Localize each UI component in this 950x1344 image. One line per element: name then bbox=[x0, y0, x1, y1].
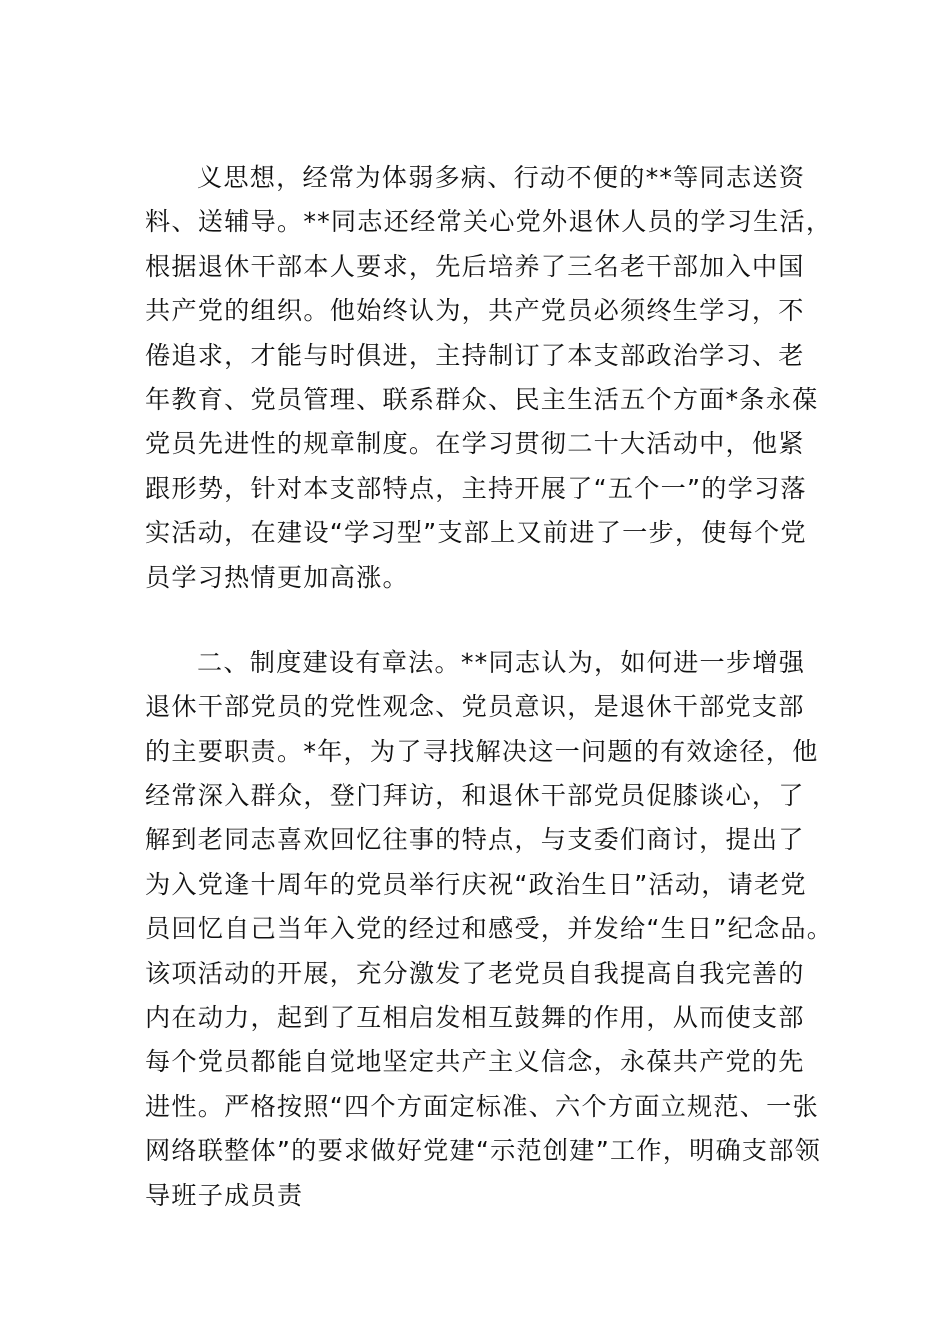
text-line: 该项活动的开展，充分激发了老党员自我提高自我完善的 bbox=[145, 958, 805, 988]
text-line: 年教育、党员管理、联系群众、民主生活五个方面*条永葆 bbox=[145, 384, 819, 414]
text-line: 实活动，在建设“学习型”支部上又前进了一步，使每个党 bbox=[145, 518, 807, 548]
text-line: 倦追求，才能与时俱进，主持制订了本支部政治学习、老 bbox=[145, 340, 805, 370]
text-line: 每个党员都能自觉地坚定共产主义信念，永葆共产党的先 bbox=[145, 1047, 805, 1077]
text-line: 义思想，经常为体弱多病、行动不便的**等同志送资 bbox=[197, 163, 806, 192]
text-line: 经常深入群众，登门拜访，和退休干部党员促膝谈心，了 bbox=[145, 781, 805, 811]
text-line: 内在动力，起到了互相启发相互鼓舞的作用，从而使支部 bbox=[145, 1003, 805, 1033]
text-line: 员回忆自己当年入党的经过和感受，并发给“生日”纪念品。 bbox=[145, 914, 834, 944]
text-line: 员学习热情更加高涨。 bbox=[145, 562, 409, 592]
paragraph-study bbox=[145, 156, 833, 600]
text-line: 跟形势，针对本支部特点，主持开展了“五个一”的学习落 bbox=[145, 473, 807, 503]
text-line: 的主要职责。*年，为了寻找解决这一问题的有效途径，他 bbox=[145, 736, 819, 766]
text-line: 网络联整体”的要求做好党建“示范创建”工作，明确支部领 bbox=[145, 1136, 822, 1166]
text-line: 料、送辅导。**同志还经常关心党外退休人员的学习生活， bbox=[145, 207, 833, 237]
text-line: 退休干部党员的党性观念、党员意识，是退休干部党支部 bbox=[145, 692, 805, 722]
text-line: 根据退休干部本人要求，先后培养了三名老干部加入中国 bbox=[145, 251, 805, 281]
text-line: 共产党的组织。他始终认为，共产党员必须终生学习，不 bbox=[145, 296, 805, 326]
text-line: 为入党逢十周年的党员举行庆祝“政治生日”活动，请老党 bbox=[145, 869, 807, 899]
text-line: 导班子成员责 bbox=[145, 1180, 304, 1210]
section-heading-line: 二、制度建设有章法。**同志认为，如何进一步增强 bbox=[197, 647, 806, 677]
text-line: 党员先进性的规章制度。在学习贯彻二十大活动中，他紧 bbox=[145, 429, 805, 459]
document-page bbox=[145, 156, 834, 1218]
paragraph-system-building bbox=[145, 641, 834, 1218]
text-line: 进性。严格按照“四个方面定标准、六个方面立规范、一张 bbox=[145, 1091, 819, 1121]
text-line: 解到老同志喜欢回忆往事的特点，与支委们商讨，提出了 bbox=[145, 825, 805, 855]
